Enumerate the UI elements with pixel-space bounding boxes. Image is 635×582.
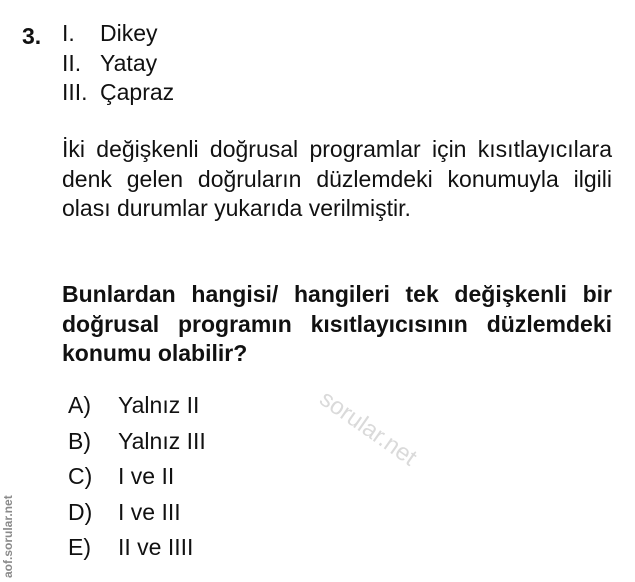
option-text: Yalnız III bbox=[118, 427, 206, 454]
option-letter: B) bbox=[68, 427, 91, 454]
statement-text: Dikey bbox=[100, 20, 158, 46]
option-text: II ve IIII bbox=[118, 534, 194, 560]
question-prompt: Bunlardan hangisi/ hangileri tek değişkenli bir doğrusal programın kısıtlayıcısının düzlemdeki konumu olabilir? bbox=[62, 281, 612, 366]
answer-options bbox=[68, 388, 206, 566]
statement-numeral: III. bbox=[62, 79, 88, 105]
statement-item bbox=[62, 78, 174, 108]
statement-numeral: I. bbox=[62, 20, 75, 46]
option-text: Yalnız II bbox=[118, 392, 200, 418]
statement-list bbox=[62, 19, 174, 108]
option-letter: C) bbox=[68, 463, 93, 489]
answer-option-b[interactable] bbox=[68, 424, 206, 460]
side-watermark: aof.sorular.net bbox=[1, 495, 15, 578]
option-letter: E) bbox=[68, 534, 91, 560]
question-number: 3. bbox=[22, 23, 42, 49]
statement-numeral: II. bbox=[62, 49, 82, 76]
question-stem: İki değişkenli doğrusal programlar için kısıtlayıcılara denk gelen doğruların düzlemdeki konumuyla ilgili olası durumlar yukarıda verilmiştir. bbox=[62, 136, 612, 221]
diagonal-watermark: sorular.net bbox=[314, 385, 422, 472]
answer-option-d[interactable] bbox=[68, 495, 206, 531]
answer-option-c[interactable] bbox=[68, 459, 206, 495]
option-text: I ve II bbox=[118, 463, 175, 489]
statement-text: Çapraz bbox=[100, 79, 175, 105]
answer-option-a[interactable] bbox=[68, 388, 206, 424]
answer-option-e[interactable] bbox=[68, 530, 206, 566]
statement-item bbox=[62, 19, 174, 49]
option-letter: D) bbox=[68, 498, 93, 525]
option-text: I ve III bbox=[118, 498, 181, 525]
option-letter: A) bbox=[68, 392, 91, 418]
statement-text: Yatay bbox=[100, 49, 158, 76]
statement-item bbox=[62, 49, 174, 79]
